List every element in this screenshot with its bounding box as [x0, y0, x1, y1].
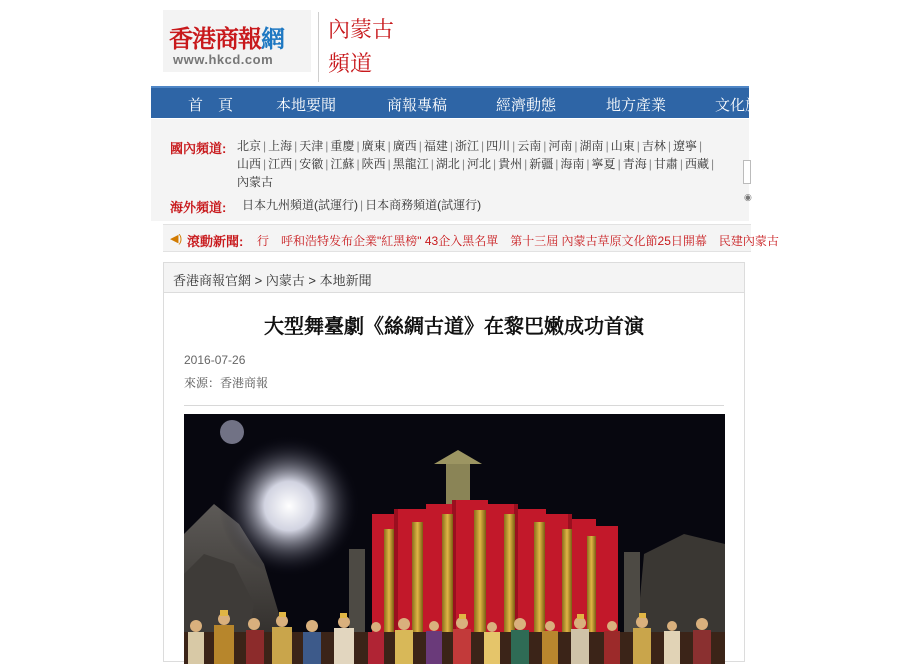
domestic-channel-link[interactable]: 河南 — [548, 139, 573, 153]
channel-separator: | — [586, 157, 590, 171]
domestic-channel-link[interactable]: 海南 — [560, 157, 585, 171]
channel-separator: | — [294, 139, 298, 153]
domestic-channel-link[interactable]: 重慶 — [330, 139, 355, 153]
overseas-channel-link[interactable]: 日本九州頻道(試運行) — [242, 198, 358, 212]
article-divider — [184, 405, 724, 406]
speaker-icon: ◀) — [170, 233, 183, 245]
domestic-channel-link[interactable]: 湖北 — [435, 157, 460, 171]
domestic-channel-link[interactable]: 四川 — [486, 139, 511, 153]
article-source: 來源：香港商報 — [184, 376, 269, 390]
channel-separator: | — [481, 139, 485, 153]
domestic-channels-label: 國內頻道: — [170, 141, 227, 156]
channel-separator: | — [698, 139, 703, 153]
domestic-channel-link[interactable]: 黑龍江 — [392, 157, 429, 171]
domestic-channel-link[interactable]: 青海 — [622, 157, 647, 171]
rolling-news-label: 滾動新聞: — [187, 234, 244, 249]
channel-separator: | — [574, 139, 578, 153]
channel-separator: | — [555, 157, 559, 171]
channel-separator: | — [325, 157, 329, 171]
main-nav — [151, 86, 761, 118]
domestic-channel-link[interactable]: 上海 — [268, 139, 293, 153]
breadcrumb[interactable]: 香港商報官網 > 內蒙古 > 本地新聞 — [164, 263, 744, 293]
domestic-channel-link[interactable]: 北京 — [237, 139, 262, 153]
radio-edge-icon[interactable]: ◉ — [744, 192, 752, 202]
domestic-channel-link[interactable]: 湖南 — [579, 139, 604, 153]
channel-separator: | — [263, 157, 267, 171]
domestic-channel-link[interactable]: 遼寧 — [672, 139, 697, 153]
domestic-channel-link[interactable]: 江蘇 — [330, 157, 355, 171]
domestic-channel-link[interactable]: 廣西 — [392, 139, 417, 153]
stage-performance-photo — [184, 414, 725, 664]
domestic-channel-link[interactable]: 廣東 — [361, 139, 386, 153]
domestic-channel-link[interactable]: 甘肅 — [653, 157, 678, 171]
channel-separator: | — [605, 139, 609, 153]
domestic-channel-link[interactable]: 安徽 — [299, 157, 324, 171]
domestic-channel-link[interactable]: 新疆 — [529, 157, 554, 171]
channel-separator: | — [263, 139, 267, 153]
domestic-channel-link[interactable]: 內蒙古 — [237, 175, 274, 189]
logo-url: www.hkcd.com — [173, 52, 274, 67]
domestic-channel-link[interactable]: 西藏 — [684, 157, 709, 171]
channel-separator: | — [294, 157, 298, 171]
domestic-channel-link[interactable]: 山東 — [610, 139, 635, 153]
article-date: 2016-07-26 — [184, 353, 246, 367]
channel-separator: | — [387, 139, 391, 153]
domestic-channel-link[interactable]: 浙江 — [454, 139, 479, 153]
nav-item-home[interactable]: 首 頁 — [188, 97, 234, 114]
article-panel — [163, 262, 745, 662]
overseas-channel-list — [242, 196, 642, 214]
channel-title-line1: 內蒙古 — [328, 18, 395, 43]
channel-separator: | — [493, 157, 497, 171]
channel-separator: | — [449, 139, 453, 153]
channel-separator: | — [543, 139, 547, 153]
channel-separator: | — [524, 157, 528, 171]
channel-separator: | — [356, 139, 360, 153]
channel-title-line2: 頻道 — [328, 52, 373, 77]
nav-item-local-news[interactable]: 本地要聞 — [276, 97, 337, 114]
overseas-channels-label: 海外頻道: — [170, 200, 227, 215]
domestic-channel-link[interactable]: 河北 — [466, 157, 491, 171]
logo-wordmark: 香港商報網 — [169, 24, 284, 53]
domestic-channel-link[interactable]: 江西 — [268, 157, 293, 171]
channel-title — [328, 14, 394, 82]
nav-item-special-reports[interactable]: 商報專稿 — [387, 97, 448, 114]
domestic-channel-link[interactable]: 陝西 — [361, 157, 386, 171]
article-title: 大型舞臺劇《絲綢古道》在黎巴嫩成功首演 — [264, 316, 644, 338]
domestic-channel-link[interactable]: 福建 — [423, 139, 448, 153]
rolling-news-bar — [163, 224, 779, 252]
channel-separator: | — [418, 139, 422, 153]
channel-separator: | — [710, 157, 715, 171]
channel-separator: | — [461, 157, 465, 171]
domestic-channel-link[interactable]: 天津 — [299, 139, 324, 153]
site-logo[interactable] — [163, 10, 311, 72]
channel-separator: | — [512, 139, 516, 153]
channel-separator: | — [679, 157, 683, 171]
channel-separator: | — [636, 139, 640, 153]
overseas-channel-link[interactable]: 日本商務頻道(試運行) — [365, 198, 482, 212]
domestic-channel-list — [237, 137, 723, 191]
nav-item-economy[interactable]: 經濟動態 — [496, 97, 557, 114]
channel-separator: | — [387, 157, 391, 171]
domestic-channel-link[interactable]: 山西 — [237, 157, 262, 171]
search-box-edge[interactable] — [743, 160, 751, 184]
header-divider — [318, 12, 319, 82]
nav-item-culture-travel[interactable]: 文化旅 — [715, 97, 761, 114]
channel-separator: | — [430, 157, 434, 171]
domestic-channel-link[interactable]: 寧夏 — [591, 157, 616, 171]
nav-item-local-industry[interactable]: 地方產業 — [606, 97, 667, 114]
domestic-channel-link[interactable]: 云南 — [517, 139, 542, 153]
domestic-channel-link[interactable]: 吉林 — [641, 139, 666, 153]
channel-separator: | — [356, 157, 360, 171]
article-photo — [184, 414, 725, 664]
domestic-channel-link[interactable]: 貴州 — [498, 157, 523, 171]
channel-separator: | — [648, 157, 652, 171]
channel-separator: | — [325, 139, 329, 153]
channel-directory — [151, 119, 749, 221]
channel-separator: | — [360, 198, 364, 212]
rolling-news-ticker[interactable]: 行 呼和浩特发布企業"紅黑榜" 43企入黑名單 第十三屆 內蒙古草原文化節25日開幕 民建內蒙古 — [257, 234, 779, 248]
channel-separator: | — [617, 157, 621, 171]
channel-separator: | — [667, 139, 671, 153]
